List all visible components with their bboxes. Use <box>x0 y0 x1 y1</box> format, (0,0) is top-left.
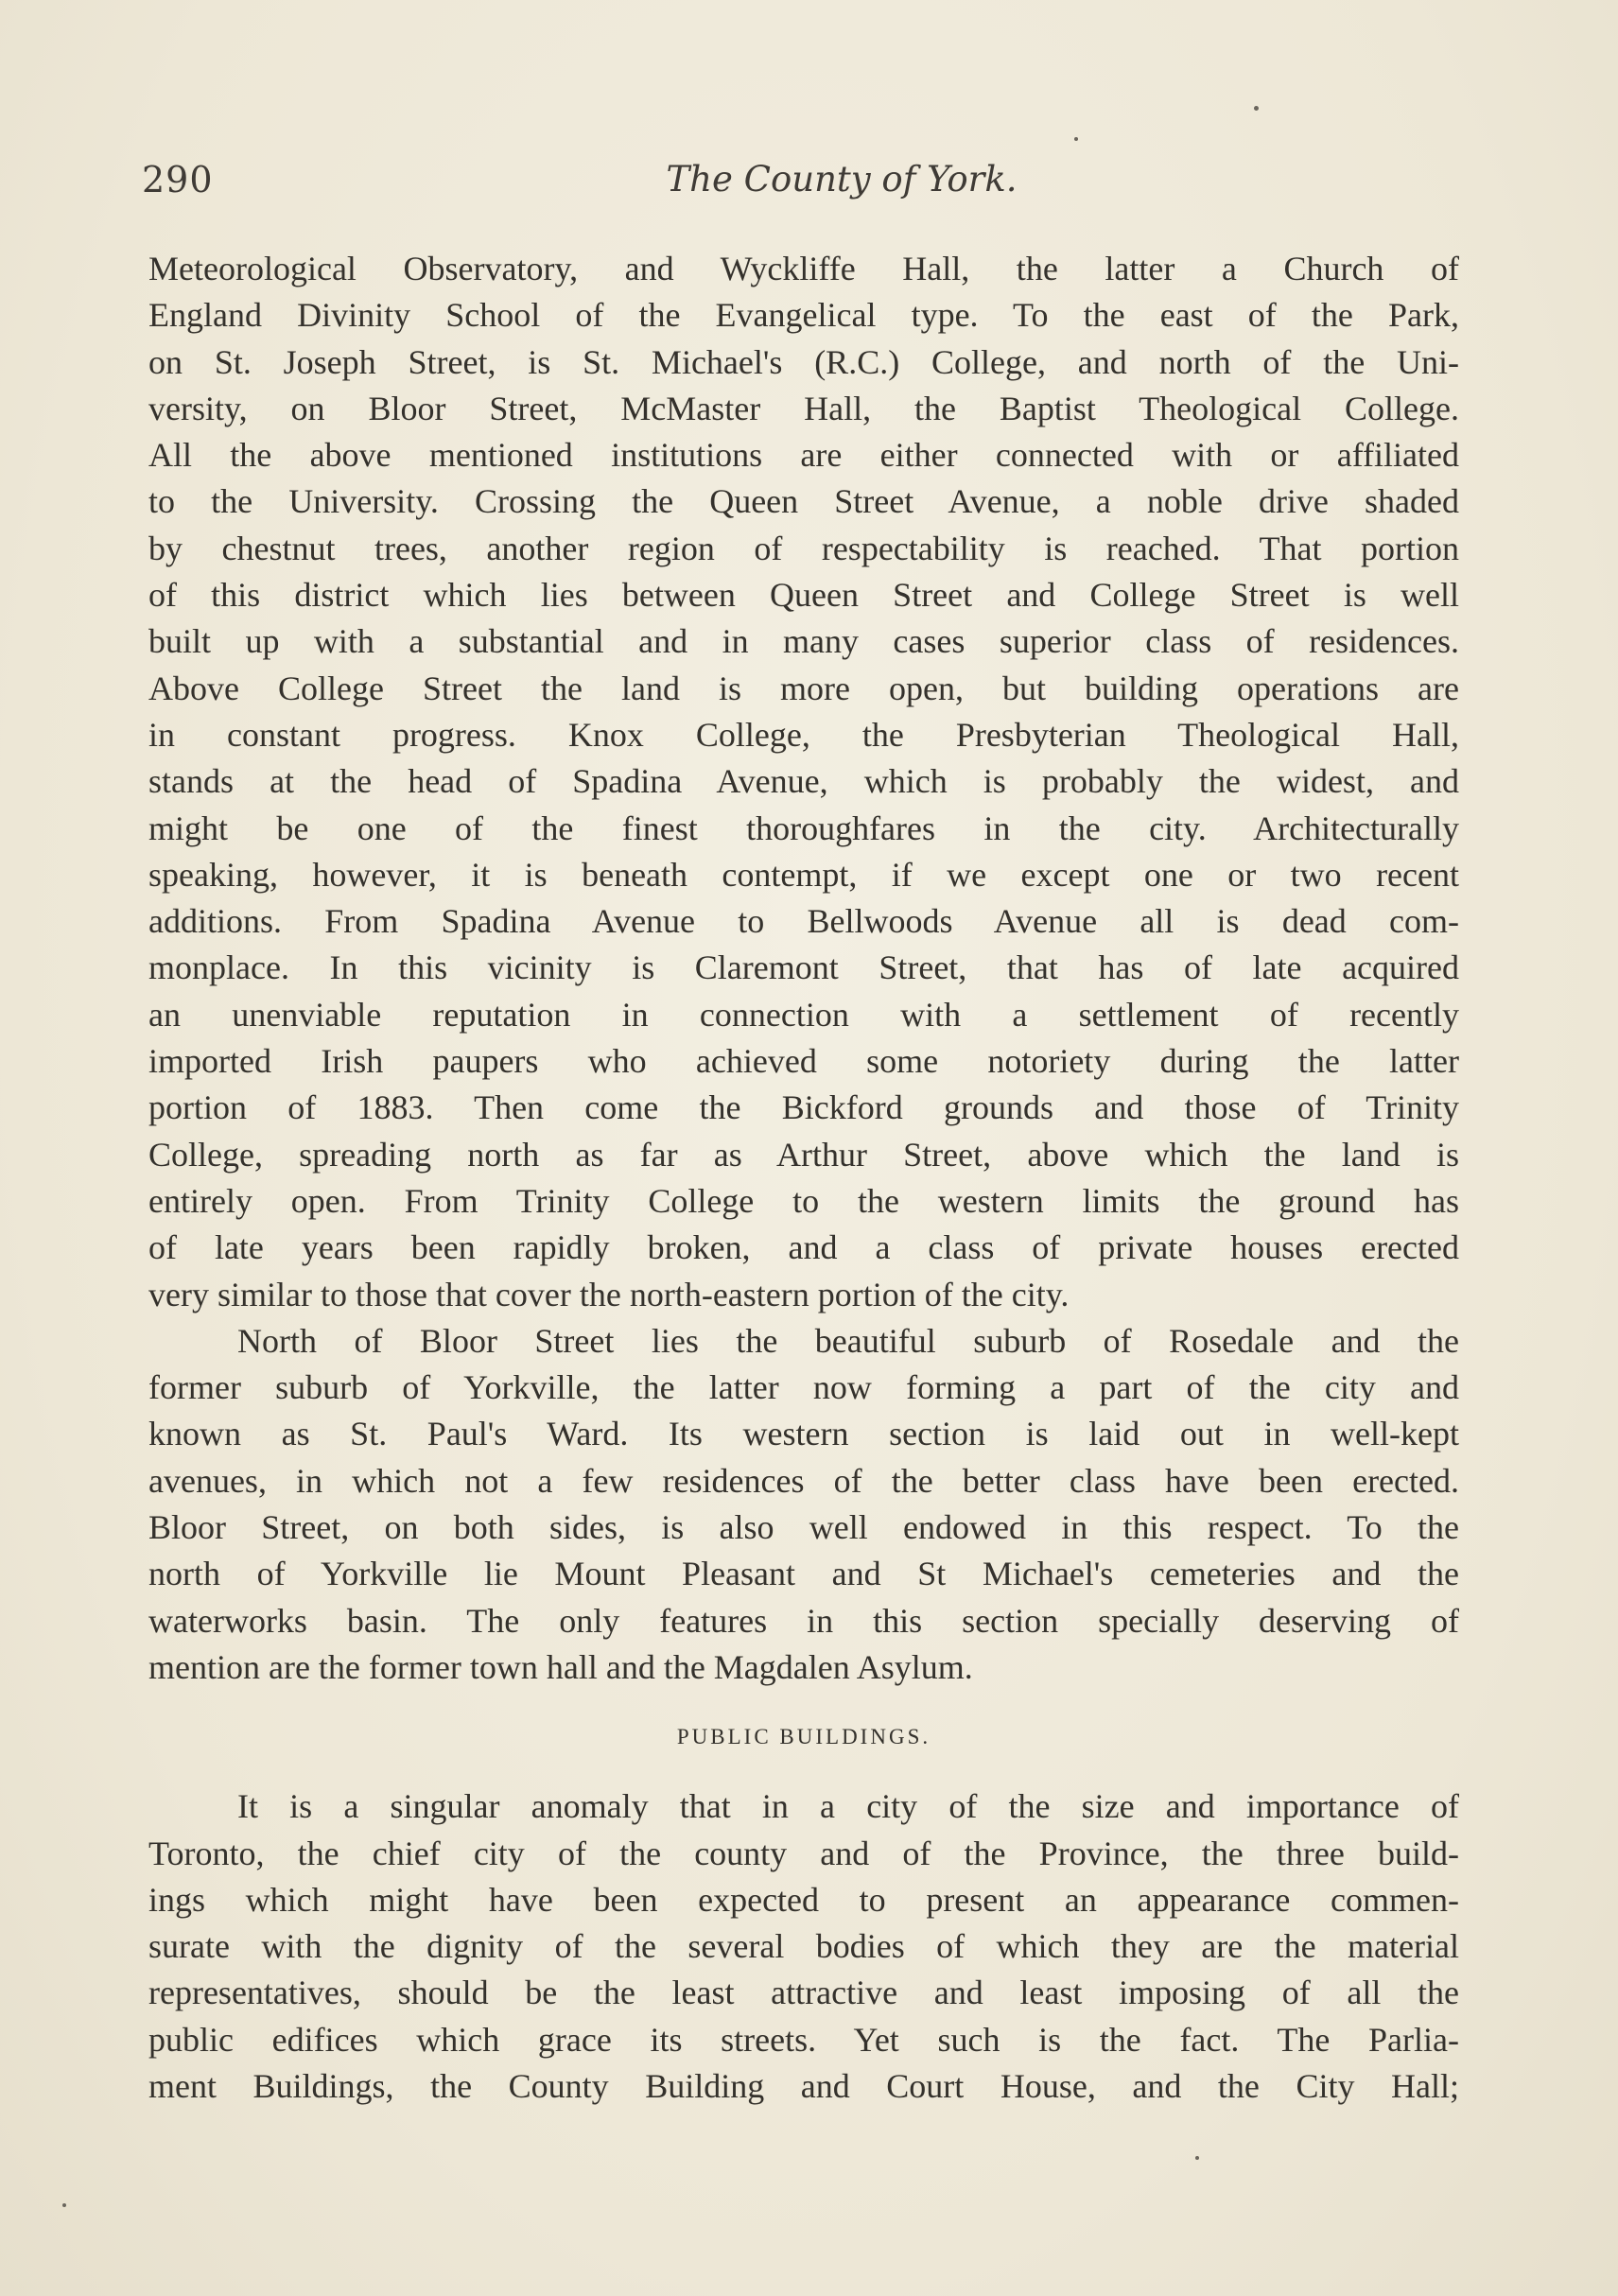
page-number: 290 <box>142 159 214 200</box>
section-heading: PUBLIC BUILDINGS. <box>676 1725 931 1749</box>
text-line: north of Yorkville lie Mount Pleasant and St Michael's cemeteries and the <box>148 1555 1459 1593</box>
paragraph <box>148 1783 1459 2110</box>
text-line: built up with a substantial and in many cases superior class of residences. <box>148 622 1459 661</box>
text-line: All the above mentioned institutions are either connected with or affiliated <box>148 436 1459 475</box>
text-line: College, spreading north as far as Arthur Street, above which the land is <box>148 1135 1459 1174</box>
text-line: to the University. Crossing the Queen Street Avenue, a noble drive shaded <box>148 482 1459 521</box>
paragraph <box>148 1318 1459 1691</box>
text-line: It is a singular anomaly that in a city of the size and importance of <box>237 1787 1459 1826</box>
text-line: very similar to those that cover the north-eastern portion of the city. <box>148 1275 1070 1313</box>
ink-speck <box>1195 2156 1199 2160</box>
text-line: of this district which lies between Queen Street and College Street is well <box>148 576 1459 615</box>
paragraph <box>148 246 1459 1318</box>
text-line: England Divinity School of the Evangelical type. To the east of the Park, <box>148 296 1459 335</box>
text-line: imported Irish paupers who achieved some notoriety during the latter <box>148 1042 1459 1081</box>
text-line: waterworks basin. The only features in this section specially deserving of <box>148 1601 1459 1640</box>
text-line: Toronto, the chief city of the county and of the Province, the three build- <box>148 1834 1459 1872</box>
text-line: on St. Joseph Street, is St. Michael's (R.C.) College, and north of the Uni- <box>148 342 1459 381</box>
text-line: entirely open. From Trinity College to the western limits the ground has <box>148 1181 1459 1220</box>
body-text <box>148 246 1459 2110</box>
text-line: stands at the head of Spadina Avenue, which is probably the widest, and <box>148 762 1459 801</box>
text-line: avenues, in which not a few residences of the better class have been erected. <box>148 1461 1459 1500</box>
text-line: representatives, should be the least attractive and least imposing of all the <box>148 1974 1459 2012</box>
text-line: additions. From Spadina Avenue to Bellwoods Avenue all is dead com- <box>148 902 1459 941</box>
running-title: The County of York. <box>666 159 1018 200</box>
text-line: mention are the former town hall and the Magdalen Asylum. <box>148 1647 973 1686</box>
text-line: in constant progress. Knox College, the Presbyterian Theological Hall, <box>148 715 1459 754</box>
text-line: by chestnut trees, another region of respectability is reached. That portion <box>148 529 1459 567</box>
text-line: public edifices which grace its streets. Yet such is the fact. The Parlia- <box>148 2020 1459 2059</box>
text-line: North of Bloor Street lies the beautiful suburb of Rosedale and the <box>237 1321 1459 1360</box>
text-line: portion of 1883. Then come the Bickford grounds and those of Trinity <box>148 1088 1459 1127</box>
ink-speck <box>1074 137 1078 141</box>
text-line: might be one of the finest thoroughfares in the city. Architecturally <box>148 809 1459 847</box>
text-line: ment Buildings, the County Building and Court House, and the City Hall; <box>148 2066 1459 2105</box>
text-line: speaking, however, it is beneath contempt, if we except one or two recent <box>148 855 1459 894</box>
ink-speck <box>62 2203 66 2207</box>
text-line: known as St. Paul's Ward. Its western section is laid out in well-kept <box>148 1415 1459 1453</box>
page-header <box>142 159 1475 216</box>
ink-speck <box>1254 106 1259 111</box>
text-line: monplace. In this vicinity is Claremont Street, that has of late acquired <box>148 948 1459 987</box>
text-line: versity, on Bloor Street, McMaster Hall, the Baptist Theological College. <box>148 389 1459 427</box>
text-line: an unenviable reputation in connection with a settlement of recently <box>148 995 1459 1034</box>
text-line: of late years been rapidly broken, and a class of private houses erected <box>148 1228 1459 1267</box>
text-line: Bloor Street, on both sides, is also well endowed in this respect. To the <box>148 1508 1459 1547</box>
text-line: former suburb of Yorkville, the latter now forming a part of the city and <box>148 1368 1459 1407</box>
text-line: surate with the dignity of the several bodies of which they are the material <box>148 1927 1459 1966</box>
text-line: ings which might have been expected to present an appearance commen- <box>148 1880 1459 1919</box>
text-line: Meteorological Observatory, and Wyckliffe Hall, the latter a Church of <box>148 250 1459 287</box>
text-line: Above College Street the land is more open, but building operations are <box>148 669 1459 707</box>
